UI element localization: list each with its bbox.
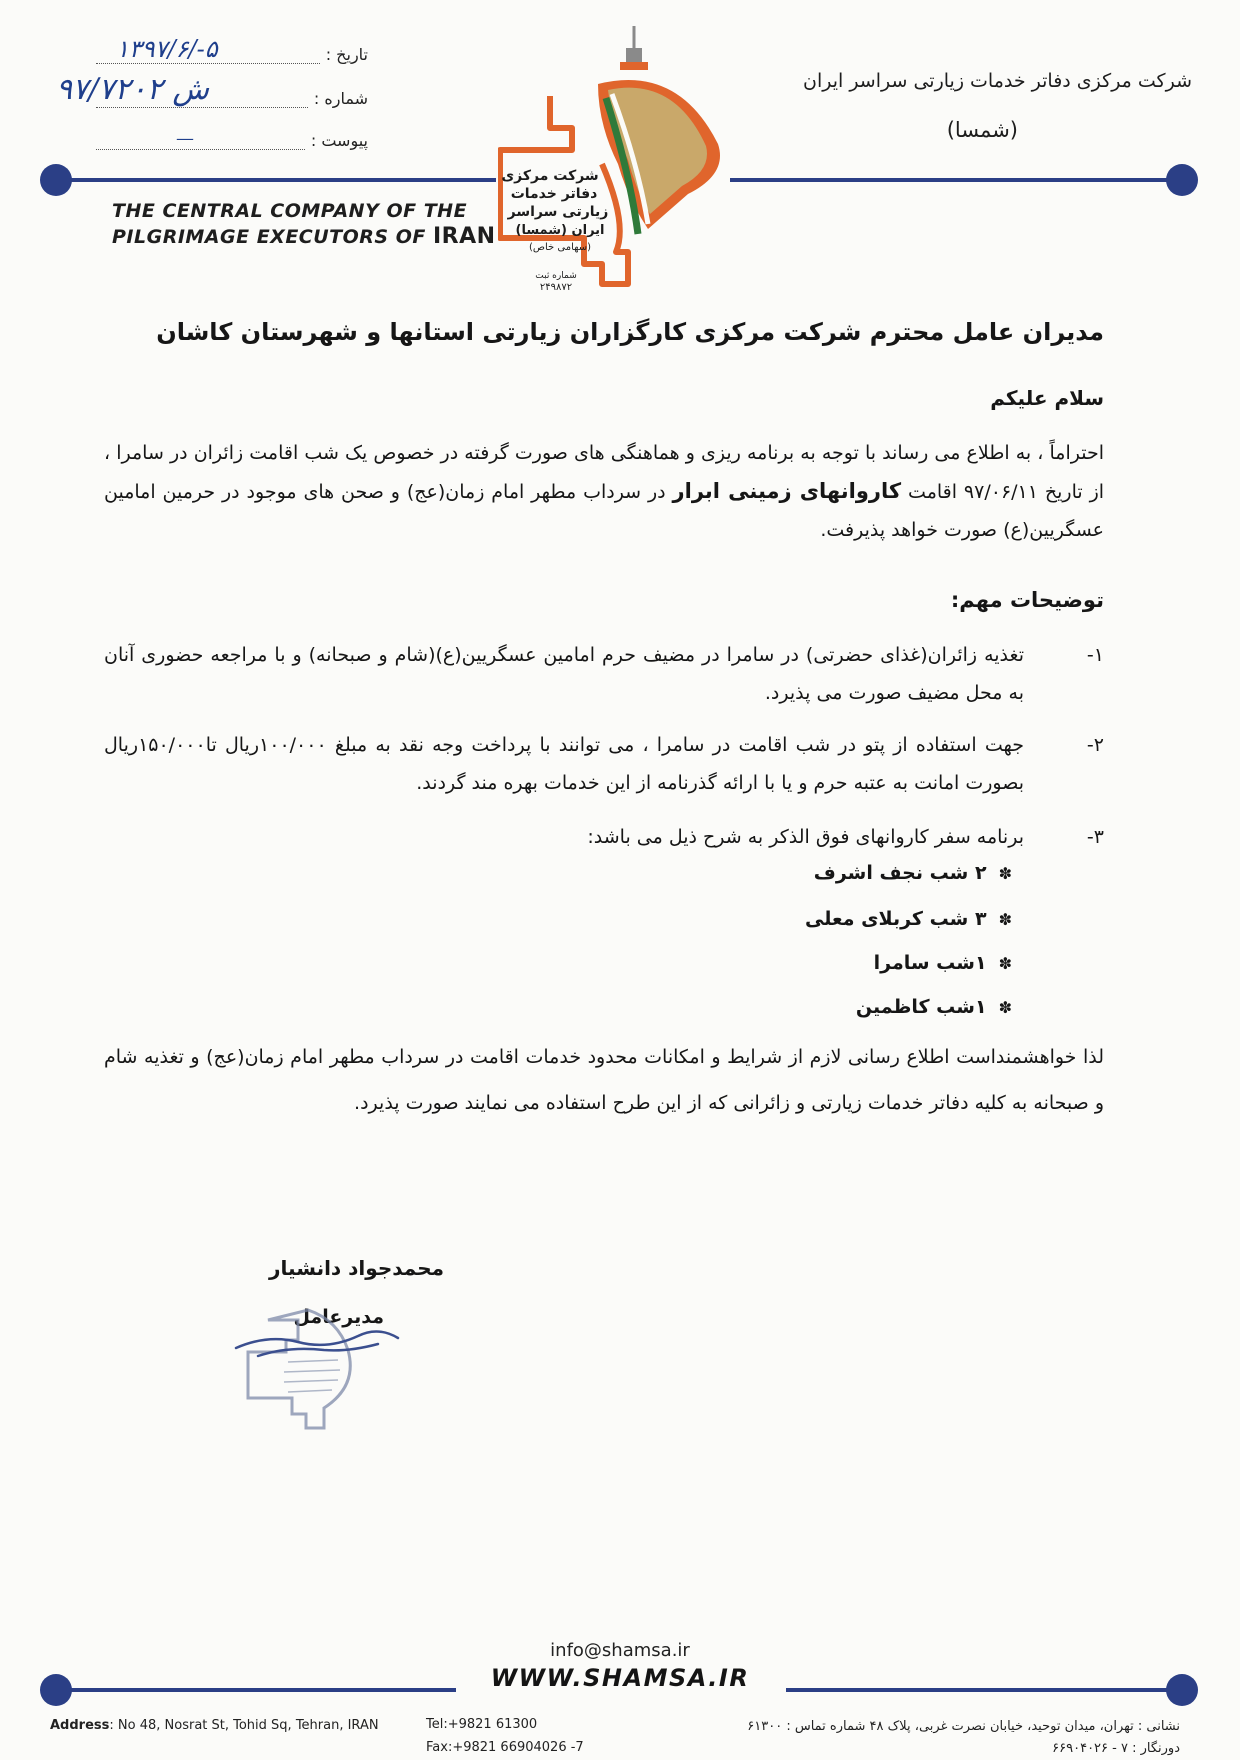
trip-schedule-item [856, 996, 1012, 1018]
footer-dot-right [1166, 1674, 1198, 1706]
number-field [56, 72, 368, 108]
footer-tel: Tel:+9821 61300 [426, 1717, 538, 1732]
intro-paragraph [104, 434, 1104, 549]
note-item-number: ۳- [1086, 826, 1104, 848]
note-item-text: جهت استفاده از پتو در شب اقامت در سامرا ، می توانند با پرداخت وجه نقد به مبلغ ۱۰۰/۰۰۰ریال تا۱۵۰/۰۰۰ریال بصورت امانت به عتبه حرم و یا با ارائه گذرنامه از این خدمات بهره مند گردند. [104, 734, 1024, 794]
logo-text-line2: دفاتر خدمات [510, 186, 598, 202]
trip-schedule-text: ۱شب سامرا [873, 952, 987, 974]
bullet-icon: ✽ [998, 910, 1012, 929]
company-acronym-fa: (شمسا) [946, 118, 1018, 142]
note-item-number: ۲- [1086, 734, 1104, 756]
logo-registration-label: شماره ثبت [535, 271, 577, 281]
note-item [104, 726, 1104, 802]
intro-text-after: در سرداب مطهر امام زمان(عج) و صحن های موجود در حرمین امامین عسگریین(ع) صورت خواهد پذیرفت. [104, 481, 1104, 541]
company-name-fa: شرکت مرکزی دفاتر خدمات زیارتی سراسر ایران [803, 70, 1192, 92]
logo-text-line3: زیارتی سراسر [507, 204, 609, 220]
footer-address-fa [747, 1716, 1180, 1760]
company-name-en [112, 198, 496, 250]
bullet-icon: ✽ [998, 998, 1012, 1017]
note-item [104, 818, 1104, 856]
notes-title: توضیحات مهم: [950, 588, 1104, 612]
company-name-en-line1: THE CENTRAL COMPANY OF THE [112, 200, 468, 222]
signer-name: محمدجواد دانشیار [269, 1256, 444, 1280]
trip-schedule-text: ۳ شب کربلای معلی [805, 908, 987, 930]
intro-text-bold: کاروانهای زمینی ابرار [672, 479, 902, 503]
header-rule-left [56, 178, 496, 182]
note-item-text: برنامه سفر کاروانهای فوق الذکر به شرح ذیل می باشد: [587, 826, 1024, 848]
bullet-icon: ✽ [998, 864, 1012, 883]
company-logo [498, 24, 738, 304]
trip-schedule-item [874, 952, 1012, 974]
number-label: شماره : [313, 89, 368, 108]
note-item-number: ۱- [1086, 644, 1104, 666]
stamp-text-lines [284, 1360, 340, 1392]
logo-text-line4: ایران (شمسا) [515, 223, 605, 238]
footer-email[interactable]: info@shamsa.ir [550, 1640, 690, 1661]
number-value: ۹۷/۷۲۰۲ ش [56, 72, 209, 107]
attachment-field [96, 122, 368, 150]
footer-fax: Fax:+9821 66904026 -7 [426, 1740, 584, 1755]
date-label: تاریخ : [325, 45, 368, 64]
recipient-line: مدیران عامل محترم شرکت مرکزی کارگزاران زیارتی استانها و شهرستان کاشان [156, 318, 1104, 346]
footer-address-fa-line2: دورنگار : ۷ - ۶۶۹۰۴۰۲۶ [1052, 1741, 1180, 1756]
logo-text-line1: شرکت مرکزی [501, 168, 599, 184]
footer-address-label: Address [50, 1718, 110, 1733]
header-rule-right [730, 178, 1180, 182]
trip-schedule-text: ۲ شب نجف اشرف [813, 862, 987, 884]
footer-address-fa-line1: نشانی : تهران، میدان توحید، خیابان نصرت غربی، پلاک ۴۸ شماره تماس : ۶۱۳۰۰ [747, 1719, 1180, 1734]
note-item-text: تغذیه زائران(غذای حضرتی) در سامرا در مضیف حرم امامین عسگریین(ع)(شام و صبحانه) و با مراجعه حضوری آنان به محل مضیف صورت می پذیرد. [104, 644, 1024, 704]
closing-paragraph: لذا خواهشمنداست اطلاع رسانی لازم از شرایط و امکانات محدود خدمات اقامت در سرداب مطهر امام زمان(عج) و تغذیه شام و صبحانه به کلیه دفاتر خدمات زیارتی و زائرانی که از این طرح استفاده می نمایند صورت پذیرد. [104, 1046, 1104, 1114]
note-item [104, 636, 1104, 712]
intro-text-before: احتراماً ، به اطلاع می رساند با توجه به برنامه ریزی و هماهنگی های صورت گرفته در خصوص یک شب اقامت زائران در سامرا ، از تاریخ ۹۷/۰۶/۱۱ اقامت [104, 442, 1105, 503]
footer-address-text: : No 48, Nosrat St, Tohid Sq, Tehran, IRAN [109, 1718, 379, 1733]
signer-title: مدیرعامل [293, 1306, 384, 1328]
footer-rule-right [786, 1688, 1180, 1692]
greeting: سلام علیکم [990, 386, 1104, 410]
header-dot-left [40, 164, 72, 196]
logo-minaret-cap [626, 48, 642, 62]
trip-schedule-text: ۱شب کاظمین [855, 996, 987, 1018]
bullet-icon: ✽ [998, 954, 1012, 973]
date-field [96, 36, 368, 64]
logo-text [501, 168, 608, 293]
attachment-value: — [176, 128, 194, 149]
trip-schedule-item [814, 862, 1012, 884]
footer-rule-left [56, 1688, 456, 1692]
footer-address-en [50, 1718, 379, 1733]
trip-schedule-item [805, 908, 1012, 930]
signature-stamp [228, 1290, 438, 1440]
company-name-en-line2: PILGRIMAGE EXECUTORS OF [112, 226, 433, 248]
logo-registration-number: ۲۴۹۸۷۲ [539, 282, 573, 293]
date-value: ۱۳۹۷/۶/-۵ [116, 35, 218, 63]
footer-dot-left [40, 1674, 72, 1706]
attachment-label: پیوست : [310, 131, 368, 150]
company-name-en-country: IRAN [432, 224, 496, 249]
header-dot-right [1166, 164, 1198, 196]
logo-minaret-band [620, 62, 648, 70]
logo-text-line5: (سهامی خاص) [528, 242, 592, 253]
stamp-outline [248, 1310, 350, 1428]
footer-website[interactable]: WWW.SHAMSA.IR [490, 1664, 750, 1692]
